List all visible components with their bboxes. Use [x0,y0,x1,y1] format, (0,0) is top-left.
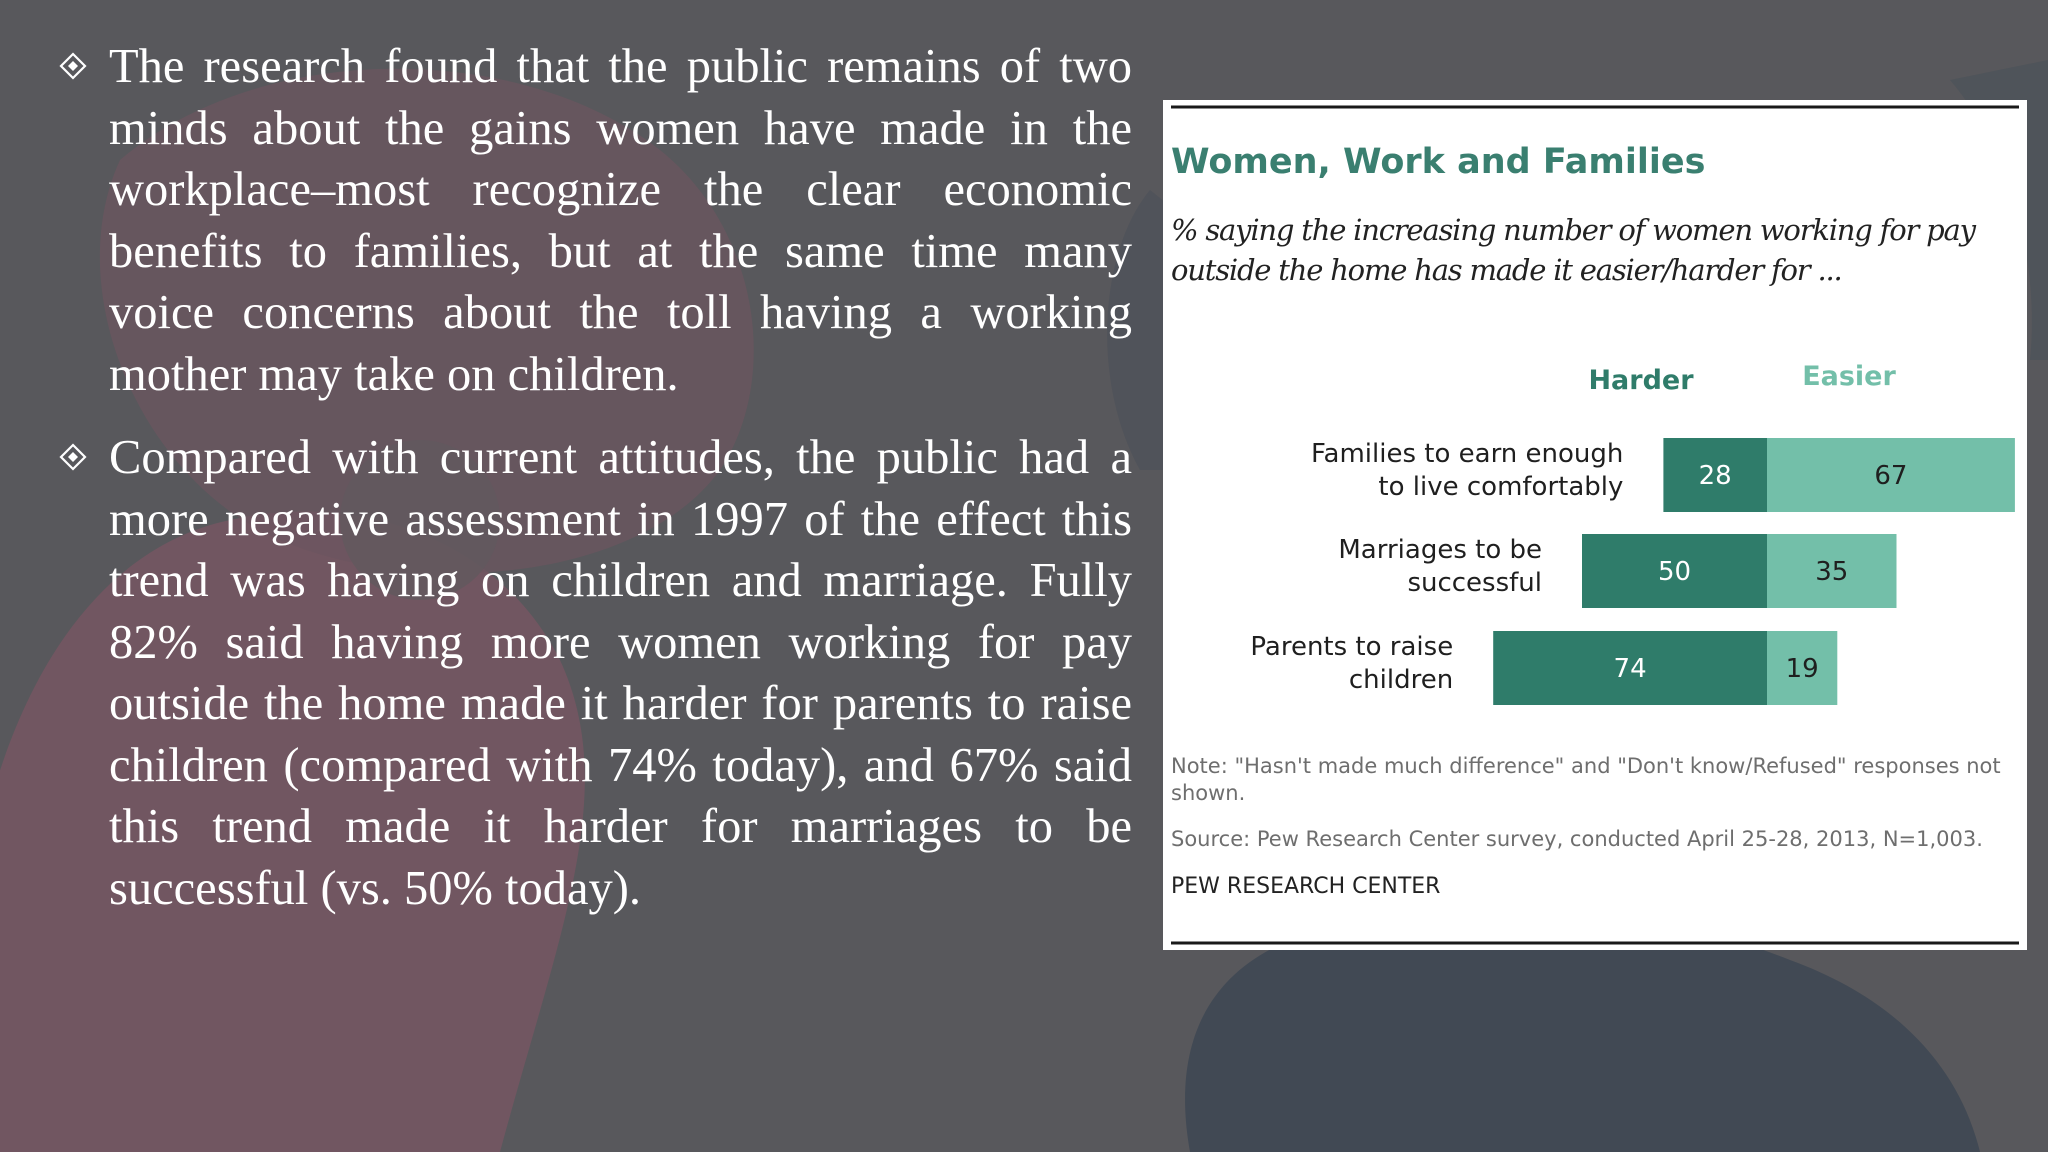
data-label-easier: 19 [1785,654,1819,684]
chart-figure [1163,100,2027,950]
diamond-bullet-icon [59,443,87,471]
bullet-item [55,427,1132,919]
chart-brand: PEW RESEARCH CENTER [1171,874,1441,899]
category-label-line: children [1348,665,1454,695]
chart-source: Source: Pew Research Center survey, conducted April 25-28, 2013, N=1,003. [1171,827,1983,851]
category-label-line: Parents to raise [1250,632,1454,662]
bullet-text: Compared with current attitudes, the public had a more negative assessment in 1997 of the effect this trend was having on children and marriage. Fully 82% said having more women working for pay outside the home made it harder for parents to raise children (compared with 74% today), and 67% said this trend made it harder for marriages to be successful (vs. 50% today). [109,431,1132,915]
category-label-line: to live comfortably [1378,472,1624,502]
category-label-line: successful [1407,568,1542,598]
legend-label-harder: Harder [1588,365,1694,396]
legend-label-easier: Easier [1802,361,1896,392]
data-label-easier: 35 [1815,557,1849,587]
category-label-line: Marriages to be [1338,535,1542,565]
diamond-bullet-icon [59,52,87,80]
category-label-line: Families to earn enough [1310,439,1624,469]
category-label [1250,632,1453,695]
chart-note: Note: "Hasn't made much difference" and "Don't know/Refused" responses not shown. [1171,754,2001,805]
chart-subtitle: % saying the increasing number of women working for pay outside the home has made it easier/harder for ... [1171,213,1975,287]
bullet-item [55,36,1132,405]
data-label-harder: 74 [1613,654,1647,684]
chart-title: Women, Work and Families [1171,142,1706,182]
category-label [1338,535,1542,598]
data-label-harder: 50 [1657,557,1692,587]
data-label-harder: 28 [1698,461,1732,491]
data-label-easier: 67 [1874,461,1908,491]
category-label [1311,439,1623,502]
bullet-text: The research found that the public remains of two minds about the gains women have made in the workplace–most recognize the clear economic benefits to families, but at the same time many voice concerns about the toll having a working mother may take on children. [109,40,1132,401]
bullet-list [55,36,1132,919]
